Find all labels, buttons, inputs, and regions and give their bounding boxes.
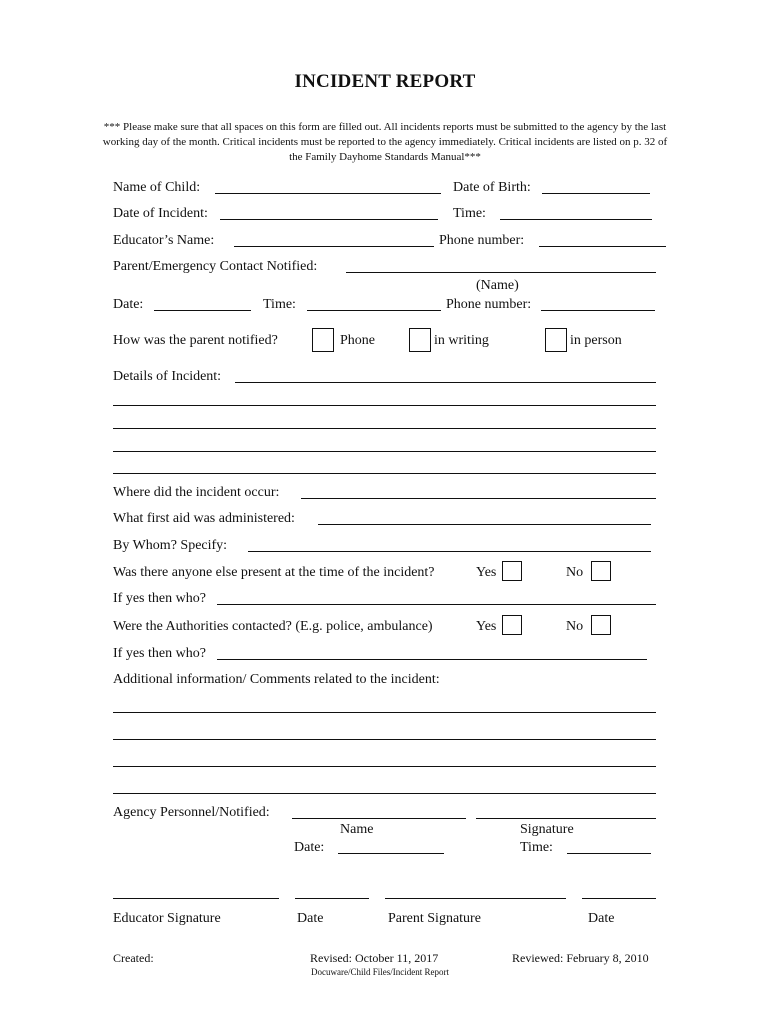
- name-of-child-field[interactable]: [215, 193, 441, 194]
- agency-label: Agency Personnel/Notified:: [113, 805, 270, 820]
- details-line-2[interactable]: [113, 405, 656, 406]
- in-person-checkbox[interactable]: [545, 328, 567, 352]
- notified-date-field[interactable]: [154, 310, 251, 311]
- authorities-yes-checkbox[interactable]: [502, 615, 522, 635]
- date-of-incident-field[interactable]: [220, 219, 438, 220]
- by-whom-field[interactable]: [248, 551, 651, 552]
- phone-number-label: Phone number:: [439, 233, 525, 248]
- parent-date-field[interactable]: [582, 898, 656, 899]
- present-no-label: No: [566, 565, 584, 580]
- present-yes-label: Yes: [476, 565, 497, 580]
- date-of-birth-label: Date of Birth:: [453, 180, 531, 195]
- name-caption: (Name): [476, 278, 519, 293]
- phone-option-label: Phone: [340, 333, 375, 348]
- details-label: Details of Incident:: [113, 369, 222, 384]
- by-whom-label: By Whom? Specify:: [113, 538, 228, 553]
- footer-revised: Revised: October 11, 2017: [310, 951, 439, 965]
- parent-date-caption: Date: [588, 911, 615, 926]
- agency-date-field[interactable]: [338, 853, 444, 854]
- phone-number-field[interactable]: [539, 246, 666, 247]
- additional-line-4[interactable]: [113, 793, 656, 794]
- if-yes-who-label-2: If yes then who?: [113, 646, 206, 661]
- agency-signature-field[interactable]: [476, 818, 656, 819]
- footer-reviewed: Reviewed: February 8, 2010: [512, 951, 649, 965]
- time-field[interactable]: [500, 219, 652, 220]
- if-yes-who-field-2[interactable]: [217, 659, 647, 660]
- in-writing-checkbox[interactable]: [409, 328, 431, 352]
- parent-contact-field[interactable]: [346, 272, 656, 273]
- educator-date-caption: Date: [297, 911, 324, 926]
- details-line-4[interactable]: [113, 451, 656, 452]
- notified-phone-field[interactable]: [541, 310, 655, 311]
- first-aid-label: What first aid was administered:: [113, 511, 295, 526]
- authorities-label: Were the Authorities contacted? (E.g. police, ambulance): [113, 619, 433, 634]
- agency-signature-caption: Signature: [520, 822, 574, 837]
- additional-line-1[interactable]: [113, 712, 656, 713]
- educator-signature-caption: Educator Signature: [113, 911, 221, 926]
- authorities-yes-label: Yes: [476, 619, 497, 634]
- if-yes-who-field-1[interactable]: [217, 604, 656, 605]
- educator-name-field[interactable]: [234, 246, 434, 247]
- present-yes-checkbox[interactable]: [502, 561, 522, 581]
- date-of-birth-field[interactable]: [542, 193, 650, 194]
- parent-signature-caption: Parent Signature: [388, 911, 481, 926]
- agency-time-label: Time:: [520, 840, 553, 855]
- footer-created: Created:: [113, 951, 154, 965]
- in-writing-option-label: in writing: [434, 333, 489, 348]
- agency-date-label: Date:: [294, 840, 325, 855]
- additional-info-label: Additional information/ Comments related to the incident:: [113, 672, 440, 687]
- notified-time-field[interactable]: [307, 310, 441, 311]
- agency-name-field[interactable]: [292, 818, 466, 819]
- where-field[interactable]: [301, 498, 656, 499]
- agency-name-caption: Name: [340, 822, 374, 837]
- authorities-no-label: No: [566, 619, 584, 634]
- anyone-present-label: Was there anyone else present at the time of the incident?: [113, 565, 435, 580]
- how-notified-label: How was the parent notified?: [113, 333, 278, 348]
- form-notice: *** Please make sure that all spaces on this form are filled out. All incidents reports must be submitted to the agency by the last working day of the month. Critical incidents must be reported to the agency immediately. Critical incidents are listed on p. 32 of the Family Dayhome Standards Manual***: [102, 121, 668, 163]
- educator-date-field[interactable]: [295, 898, 369, 899]
- footer-path: [0, 967, 770, 977]
- details-line-5[interactable]: [113, 473, 656, 474]
- present-no-checkbox[interactable]: [591, 561, 611, 581]
- notified-phone-label: Phone number:: [446, 297, 532, 312]
- where-label: Where did the incident occur:: [113, 485, 280, 500]
- first-aid-field[interactable]: [318, 524, 651, 525]
- notified-time-label: Time:: [263, 297, 296, 312]
- parent-signature-field[interactable]: [385, 898, 566, 899]
- in-person-option-label: in person: [570, 333, 622, 348]
- authorities-no-checkbox[interactable]: [591, 615, 611, 635]
- details-line-3[interactable]: [113, 428, 656, 429]
- notified-date-label: Date:: [113, 297, 144, 312]
- details-line-1[interactable]: [235, 382, 656, 383]
- time-label: Time:: [453, 206, 486, 221]
- educator-signature-field[interactable]: [113, 898, 279, 899]
- parent-contact-label: Parent/Emergency Contact Notified:: [113, 259, 318, 274]
- agency-time-field[interactable]: [567, 853, 651, 854]
- if-yes-who-label-1: If yes then who?: [113, 591, 206, 606]
- additional-line-3[interactable]: [113, 766, 656, 767]
- phone-checkbox[interactable]: [312, 328, 334, 352]
- name-of-child-label: Name of Child:: [113, 180, 201, 195]
- footer-path-text: Docuware/Child Files/Incident Report: [311, 967, 449, 977]
- additional-line-2[interactable]: [113, 739, 656, 740]
- date-of-incident-label: Date of Incident:: [113, 206, 208, 221]
- form-title: INCIDENT REPORT: [294, 71, 476, 92]
- educator-name-label: Educator’s Name:: [113, 233, 215, 248]
